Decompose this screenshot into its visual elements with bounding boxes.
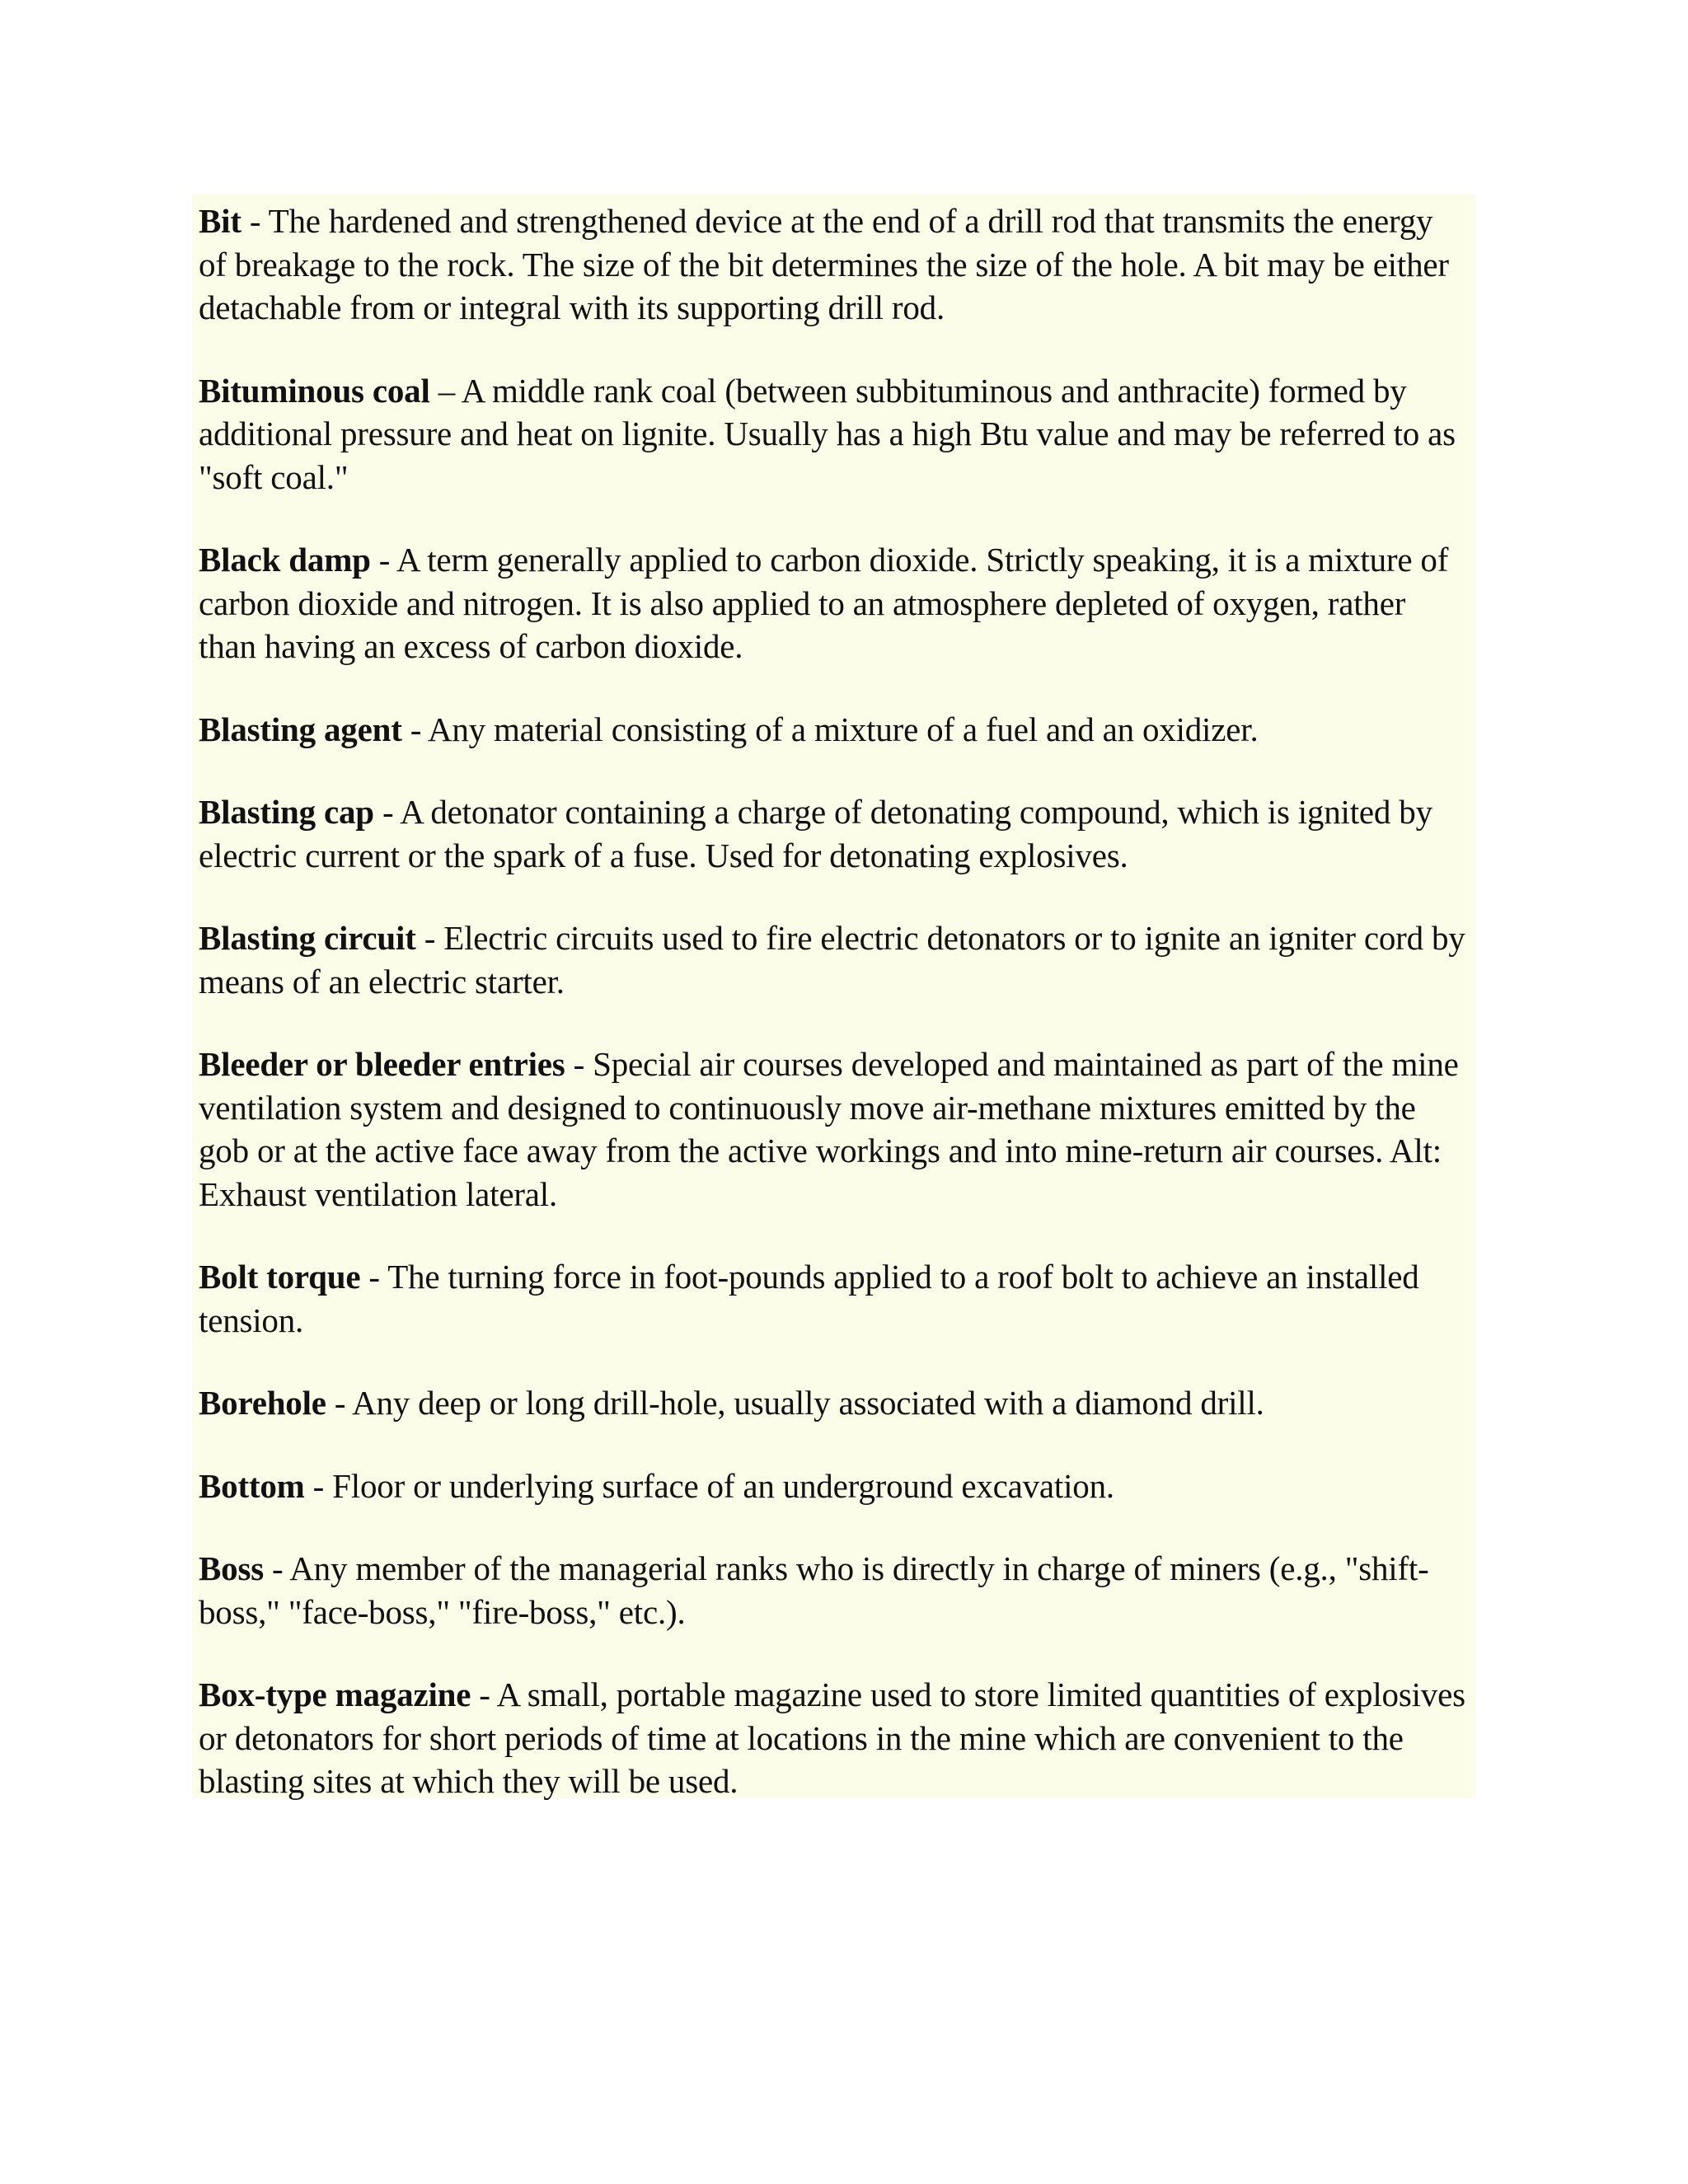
glossary-term: Blasting circuit [199, 919, 416, 957]
glossary-definition: A detonator containing a charge of detonating compound, which is ignited by electric current or the spark of a fuse. Used for detonating explosives. [199, 793, 1432, 874]
glossary-definition: Any material consisting of a mixture of a fuel and an oxidizer. [427, 710, 1259, 748]
glossary-term: Bituminous coal [199, 371, 430, 410]
glossary-term: Blasting agent [199, 710, 402, 748]
glossary-entry-boss [199, 1547, 1469, 1633]
glossary-term: Bottom [199, 1466, 305, 1505]
glossary-entry-black-damp [199, 538, 1469, 668]
term-separator: - [373, 793, 401, 831]
term-separator: - [370, 541, 397, 579]
glossary-definition: The hardened and strengthened device at the end of a drill rod that transmits the energy of breakage to the rock. The size of the bit determines the size of the hole. A bit may be either detachable from or integral with its supporting drill rod. [199, 202, 1449, 326]
glossary-entry-bit [199, 199, 1469, 330]
glossary-definition: A small, portable magazine used to store limited quantities of explosives or detonators for short periods of time at locations in the mine which are convenient to the blasting sites at which they will be used. [199, 1675, 1465, 1800]
glossary-term: Bit [199, 202, 241, 240]
glossary-entry-box-type-magazine [199, 1673, 1469, 1803]
glossary-term: Box-type magazine [199, 1675, 471, 1713]
term-separator: - [360, 1258, 388, 1296]
glossary-entry-bituminous-coal [199, 369, 1469, 499]
glossary-definition: Any member of the managerial ranks who is directly in charge of miners (e.g., "shift-boss," "face-boss," "fire-boss," etc.). [199, 1549, 1429, 1631]
glossary-term: Bleeder or bleeder entries [199, 1045, 565, 1083]
term-separator: - [401, 710, 428, 748]
glossary-definition: Special air courses developed and maintained as part of the mine ventilation system and designed to continuously move air-methane mixtures emitted by the gob or at the active face away from the active workings and into mine-return air courses. Alt: Exhaust ventilation lateral. [199, 1045, 1459, 1213]
glossary-definition: Floor or underlying surface of an underground excavation. [332, 1466, 1114, 1505]
glossary-term: Boss [199, 1549, 264, 1587]
glossary-term: Blasting cap [199, 793, 374, 831]
glossary-entry-blasting-circuit [199, 916, 1469, 1003]
glossary-term: Bolt torque [199, 1258, 361, 1296]
glossary-entry-borehole [199, 1381, 1469, 1425]
glossary-definition: Any deep or long drill-hole, usually associated with a diamond drill. [352, 1384, 1264, 1422]
term-separator: - [415, 919, 444, 957]
glossary-definition: A term generally applied to carbon dioxide. Strictly speaking, it is a mixture of carbon dioxide and nitrogen. It is also applied to an atmosphere depleted of oxygen, rather than having an excess of carbon dioxide. [199, 541, 1449, 665]
term-separator: - [304, 1466, 333, 1505]
term-separator: - [471, 1675, 497, 1713]
glossary-entry-bleeder-entries [199, 1043, 1469, 1216]
term-separator: – [429, 371, 462, 410]
glossary-entry-blasting-agent [199, 708, 1469, 752]
glossary-term: Black damp [199, 541, 371, 579]
glossary-entry-bolt-torque [199, 1255, 1469, 1342]
glossary-entry-bottom [199, 1465, 1469, 1508]
glossary-definition: Electric circuits used to fire electric detonators or to ignite an igniter cord by means of an electric starter. [199, 919, 1465, 1001]
term-separator: - [565, 1045, 593, 1083]
glossary-definition: A middle rank coal (between subbituminous and anthracite) formed by additional pressure and heat on lignite. Usually has a high Btu value and may be referred to as "soft coal." [199, 371, 1456, 496]
term-separator: - [263, 1549, 290, 1587]
glossary-entry-blasting-cap [199, 790, 1469, 877]
glossary-term: Borehole [199, 1384, 326, 1422]
term-separator: - [241, 202, 269, 240]
glossary-definition: The turning force in foot-pounds applied to a roof bolt to achieve an installed tension. [199, 1258, 1419, 1339]
term-separator: - [326, 1384, 353, 1422]
glossary-list [192, 194, 1475, 1798]
